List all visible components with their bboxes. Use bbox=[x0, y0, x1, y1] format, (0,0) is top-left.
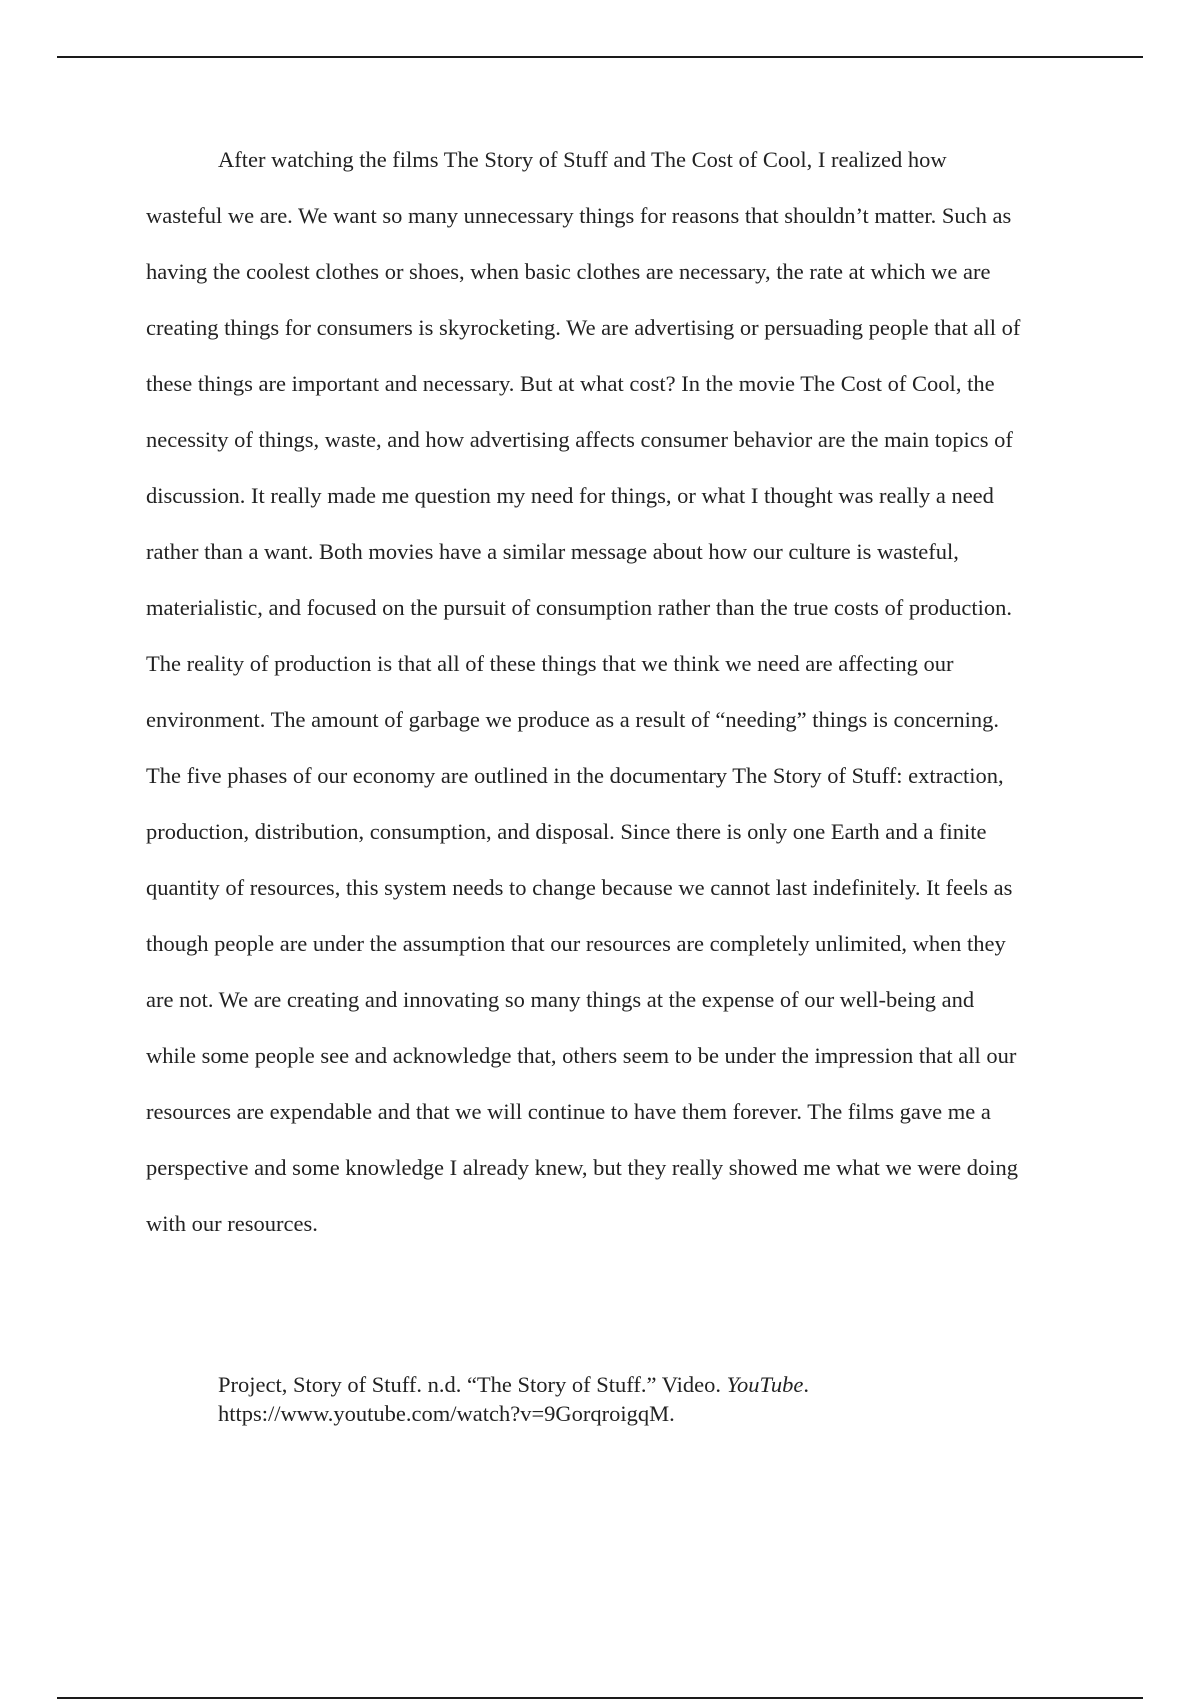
essay-line: After watching the films The Story of Stuff and The Cost of Cool, I realized how bbox=[218, 147, 947, 172]
essay-line: resources are expendable and that we will continue to have them forever. The films gave me a bbox=[146, 1099, 991, 1124]
essay-body bbox=[146, 140, 1146, 1260]
essay-line: while some people see and acknowledge that, others seem to be under the impression that all our bbox=[146, 1043, 1017, 1068]
citation-source-italic: YouTube bbox=[726, 1372, 804, 1397]
essay-line: with our resources. bbox=[146, 1211, 318, 1236]
citation-url: https://www.youtube.com/watch?v=9GorqroigqM. bbox=[218, 1401, 675, 1426]
top-rule bbox=[57, 56, 1143, 58]
essay-line: rather than a want. Both movies have a similar message about how our culture is wasteful, bbox=[146, 539, 959, 564]
essay-line: though people are under the assumption that our resources are completely unlimited, when they bbox=[146, 931, 1006, 956]
essay-line: discussion. It really made me question my need for things, or what I thought was really a need bbox=[146, 483, 994, 508]
essay-line: necessity of things, waste, and how advertising affects consumer behavior are the main topics of bbox=[146, 427, 1013, 452]
essay-line: environment. The amount of garbage we produce as a result of “needing” things is concerning. bbox=[146, 707, 1000, 732]
essay-line: materialistic, and focused on the pursuit of consumption rather than the true costs of production. bbox=[146, 595, 1013, 620]
citation-text: Project, Story of Stuff. n.d. “The Story of Stuff.” Video. bbox=[218, 1372, 727, 1397]
essay-line: wasteful we are. We want so many unnecessary things for reasons that shouldn’t matter. Such as bbox=[146, 203, 1012, 228]
essay-line: quantity of resources, this system needs to change because we cannot last indefinitely. It feels as bbox=[146, 875, 1013, 900]
essay-line: production, distribution, consumption, and disposal. Since there is only one Earth and a finite bbox=[146, 819, 987, 844]
essay-line: having the coolest clothes or shoes, when basic clothes are necessary, the rate at which we are bbox=[146, 259, 991, 284]
essay-line: creating things for consumers is skyrocketing. We are advertising or persuading people that all of bbox=[146, 315, 1021, 340]
citation-period: . bbox=[803, 1372, 809, 1397]
essay-line: The reality of production is that all of these things that we think we need are affecting our bbox=[146, 651, 954, 676]
essay-line: The five phases of our economy are outlined in the documentary The Story of Stuff: extraction, bbox=[146, 763, 1004, 788]
essay-line: these things are important and necessary. But at what cost? In the movie The Cost of Cool, the bbox=[146, 371, 995, 396]
works-cited-entry bbox=[218, 1370, 1118, 1428]
essay-line: are not. We are creating and innovating so many things at the expense of our well-being and bbox=[146, 987, 975, 1012]
citation-line-1 bbox=[218, 1370, 1118, 1399]
essay-line: perspective and some knowledge I already knew, but they really showed me what we were doing bbox=[146, 1155, 1018, 1180]
bottom-rule bbox=[57, 1697, 1143, 1699]
